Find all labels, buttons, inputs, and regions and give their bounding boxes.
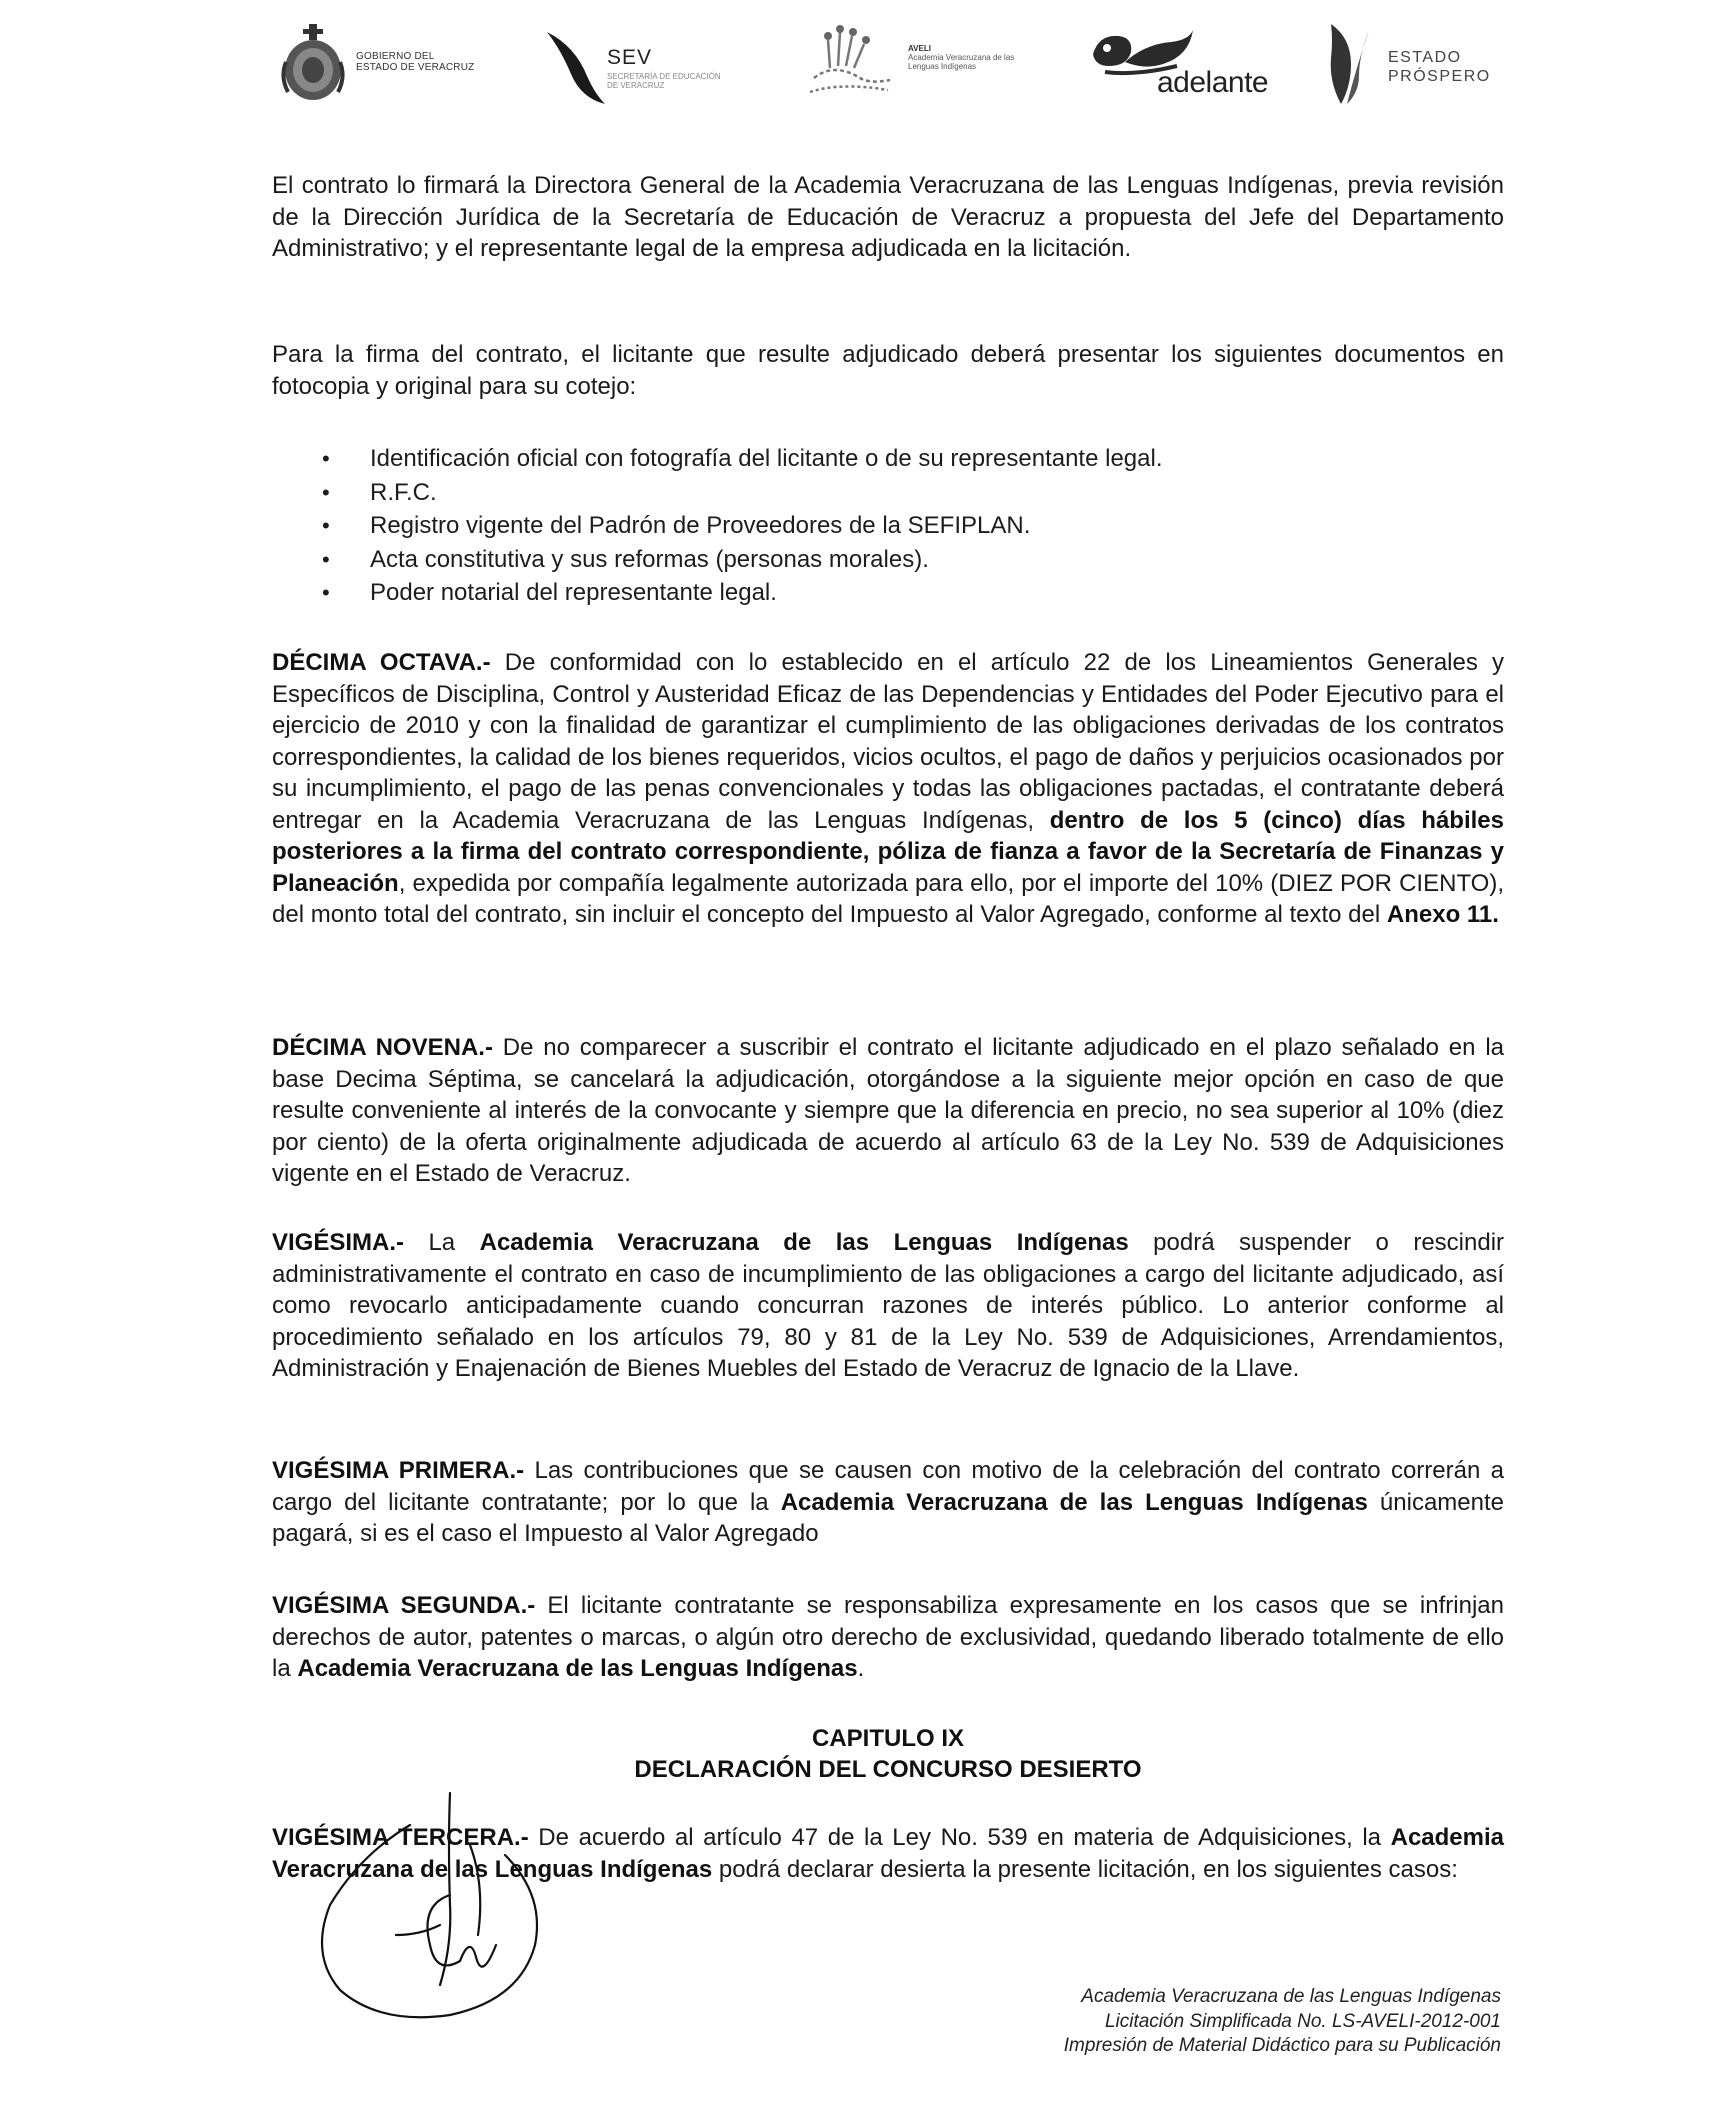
aveli-hands-icon — [800, 22, 898, 96]
clause-title: VIGÉSIMA TERCERA.- — [272, 1824, 529, 1851]
clause-title: VIGÉSIMA.- — [272, 1229, 405, 1256]
logo-sev — [545, 28, 735, 108]
list-item: • Identificación oficial con fotografía del licitante o de su representante legal. — [322, 442, 1422, 476]
list-item: • Registro vigente del Padrón de Proveedores de la SEFIPLAN. — [322, 509, 1422, 543]
sev-line1: SECRETARÍA DE EDUCACIÓN — [607, 72, 721, 81]
aveli-line1: Academia Veracruzana de las — [908, 53, 1015, 62]
page-footer — [1064, 1985, 1501, 2059]
aveli-acronym: AVELI — [908, 44, 931, 53]
leaf-icon — [1325, 20, 1375, 106]
footer-line-3: Impresión de Material Didáctico para su Publicación — [1063, 2035, 1501, 2056]
clause-decima-octava: DÉCIMA OCTAVA.- De conformidad con lo establecido en el artículo 22 de los Lineamientos Generales y Específicos de Disciplina, Control y Austeridad Eficaz de las Dependencias y Entidades del Poder Ejecutivo para el ejercicio de 2010 y con la finalidad de garantizar el cumplimiento de las obligaciones derivadas de los contratos correspondientes, la calidad de los bienes requeridos, vicios ocultos, el pago de daños y perjuicios ocasionados por su incumplimiento, el pago de las penas convencionales y todas las obligaciones pactadas, el contratante deberá entregar en la Academia Veracruzana de las Lenguas Indígenas, dentro de los 5 (cinco) días hábiles posteriores a la firma del contrato correspondiente, póliza de fianza a favor de la Secretaría de Finanzas y Planeación, expedida por compañía legalmente autorizada para ello, por el importe del 10% (DIEZ POR CIENTO), del monto total del contrato, sin incluir el concepto del Impuesto al Valor Agregado, conforme al texto del Anexo 11. — [272, 649, 1505, 928]
list-item: • Acta constitutiva y sus reformas (personas morales). — [322, 543, 1422, 577]
clause-vigesima-primera: VIGÉSIMA PRIMERA.- Las contribuciones que se causen con motivo de la celebración del contrato correrán a cargo del licitante contratante; por lo que la Academia Veracruzana de las Lenguas Indígenas únicamente pagará, si es el caso el Impuesto al Valor Agregado — [272, 1457, 1505, 1547]
chapter-title: DECLARACIÓN DEL CONCURSO DESIERTO — [634, 1756, 1142, 1783]
handwritten-signature — [300, 1785, 560, 2030]
logo-estado-prospero — [1325, 20, 1505, 108]
intro-paragraph-1: El contrato lo firmará la Directora General de la Academia Veracruzana de las Lenguas Indígenas, previa revisión de la Dirección Jurídica de la Secretaría de Educación de Veracruz a propuesta del Jefe del Departamento Administrativo; y el representante legal de la empresa adjudicada en la licitación. — [272, 172, 1504, 262]
gobierno-line1: GOBIERNO DEL — [356, 51, 435, 62]
sev-acronym: SEV — [607, 46, 653, 69]
gobierno-line2: ESTADO DE VERACRUZ — [356, 62, 475, 73]
estado-line1: ESTADO — [1388, 49, 1462, 66]
footer-line-2: Licitación Simplificada No. LS-AVELI-2012-001 — [1104, 2010, 1501, 2032]
clause-title: VIGÉSIMA SEGUNDA.- — [272, 1592, 536, 1619]
clause-title: DÉCIMA NOVENA.- — [272, 1034, 493, 1061]
clause-decima-novena: DÉCIMA NOVENA.- De no comparecer a suscribir el contrato el licitante adjudicado en el plazo señalado en la base Decima Séptima, se cancelará la adjudicación, otorgándose a la siguiente mejor opción en caso de que resulte conveniente al interés de la convocante y siempre que la diferencia en precio, no sea superior al 10% (diez por ciento) de la oferta originalmente adjudicada de acuerdo al artículo 63 de la Ley No. 539 de Adquisiciones vigente en el Estado de Veracruz. — [272, 1034, 1504, 1187]
adelante-word: adelante — [1157, 66, 1269, 99]
logo-aveli — [800, 22, 1050, 102]
logo-adelante — [1085, 22, 1295, 106]
list-item: • R.F.C. — [322, 476, 1422, 510]
clause-vigesima-tercera: VIGÉSIMA TERCERA.- De acuerdo al artículo 47 de la Ley No. 539 en materia de Adquisiciones, la Academia Veracruzana de las Lenguas Indígenas podrá declarar desierta la presente licitación, en los siguientes casos: — [272, 1824, 1504, 1883]
intro-paragraph-2: Para la firma del contrato, el licitante que resulte adjudicado deberá presentar los siguientes documentos en fotocopia y original para su cotejo: — [272, 341, 1504, 400]
aveli-line2: Lenguas Indígenas — [908, 62, 977, 71]
coat-of-arms-icon — [278, 22, 348, 104]
footer-line-1: Academia Veracruzana de las Lenguas Indígenas — [1081, 1986, 1501, 2007]
estado-line2: PRÓSPERO — [1388, 68, 1491, 85]
chapter-heading — [272, 1723, 1504, 1785]
logo-gobierno-veracruz — [278, 22, 518, 104]
clause-vigesima: VIGÉSIMA.- La Academia Veracruzana de las Lenguas Indígenas podrá suspender o rescindir administrativamente el contrato en caso de incumplimiento de las obligaciones a cargo del licitante adjudicado, así como revocarlo anticipadamente cuando concurran razones de interés público. Lo anterior conforme al procedimiento señalado en los artículos 79, 80 y 81 de la Ley No. 539 de Adquisiciones, Arrendamientos, Administración y Enajenación de Bienes Muebles del Estado de Veracruz de Ignacio de la Llave. — [272, 1229, 1505, 1382]
document-list — [322, 442, 1422, 610]
sev-swoosh-icon — [545, 28, 607, 106]
clause-title: DÉCIMA OCTAVA.- — [272, 649, 491, 676]
chapter-number: CAPITULO IX — [811, 1725, 964, 1752]
sev-line2: DE VERACRUZ — [607, 81, 665, 90]
list-item: • Poder notarial del representante legal. — [322, 576, 1422, 610]
clause-vigesima-segunda: VIGÉSIMA SEGUNDA.- El licitante contratante se responsabiliza expresamente en los casos que se infrinjan derechos de autor, patentes o marcas, o algún otro derecho de exclusividad, quedando liberado totalmente de ello la Academia Veracruzana de las Lenguas Indígenas. — [272, 1592, 1504, 1682]
clause-title: VIGÉSIMA PRIMERA.- — [272, 1457, 525, 1484]
